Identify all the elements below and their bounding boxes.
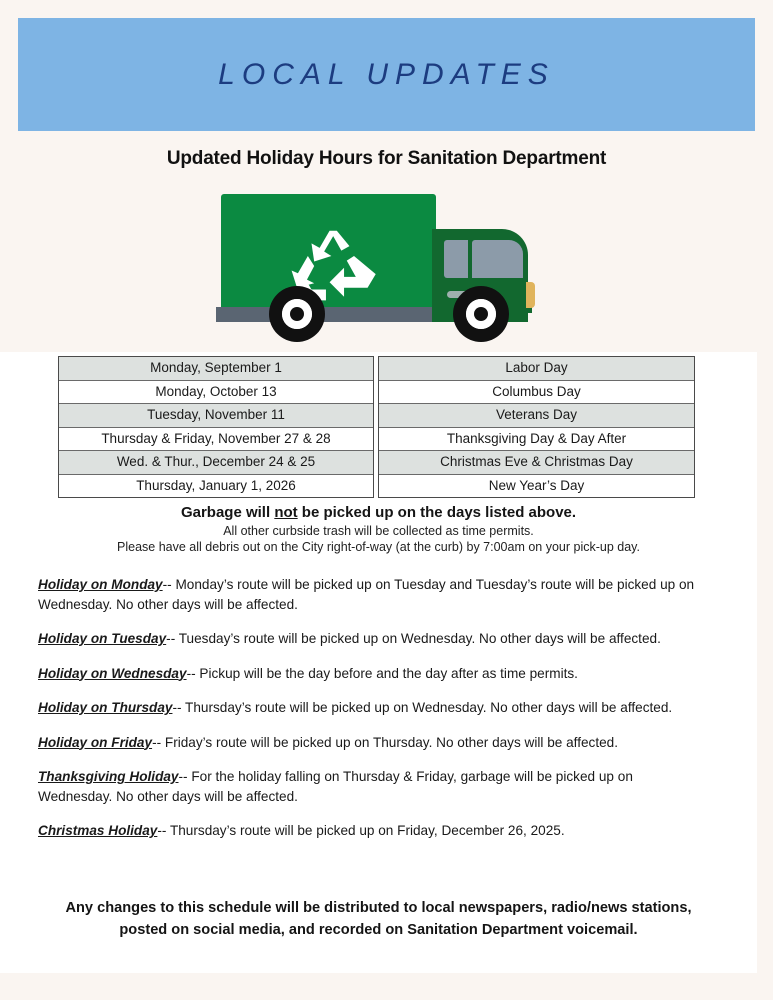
truck-window-front	[472, 240, 523, 278]
rule-lead: Holiday on Wednesday	[38, 665, 187, 681]
page-title: Updated Holiday Hours for Sanitation Department	[166, 148, 607, 169]
rule-holiday-on-friday	[38, 733, 698, 753]
table-row: Monday, September 1	[59, 357, 373, 381]
rule-lead: Holiday on Monday	[38, 577, 163, 592]
truck-wheel-hub	[474, 307, 488, 321]
rule-lead: Holiday on Thursday	[38, 700, 173, 715]
table-row: Monday, October 13	[59, 381, 373, 405]
table-row: Thanksgiving Day & Day After	[379, 428, 694, 452]
scanned-flyer-document	[0, 352, 757, 973]
rule-holiday-on-tuesday	[38, 629, 698, 649]
truck-wheel-hub	[290, 307, 304, 321]
rule-thanksgiving-holiday	[38, 767, 698, 806]
holiday-rules-list	[38, 575, 698, 856]
table-row: Veterans Day	[379, 404, 694, 428]
notice-line1-before: Garbage will	[180, 504, 275, 521]
holiday-schedule-table	[58, 356, 695, 498]
rule-holiday-on-monday	[38, 575, 698, 614]
rule-holiday-on-thursday	[38, 698, 698, 718]
notice-line1-after: be picked up on the days listed above.	[297, 504, 577, 521]
truck-wheel-front	[453, 286, 509, 342]
schedule-holiday-column	[378, 356, 695, 498]
truck-headlight	[526, 282, 535, 308]
garbage-truck-illustration	[213, 190, 543, 342]
rule-christmas-holiday	[38, 821, 698, 841]
truck-window-rear	[444, 240, 468, 278]
pickup-notice	[0, 504, 757, 554]
rule-text: -- Thursday’s route will be picked up on Wednesday. No other days will be affected.	[172, 700, 673, 715]
rule-lead: Holiday on Friday	[38, 734, 153, 750]
rule-lead: Holiday on Tuesday	[38, 631, 167, 646]
rule-lead: Thanksgiving Holiday	[38, 769, 179, 784]
notice-line-3: Please have all debris out on the City right-of-way (at the curb) by 7:00am on your pick-up day.	[117, 540, 640, 554]
table-row: Tuesday, November 11	[59, 404, 373, 428]
table-row: Christmas Eve & Christmas Day	[379, 451, 694, 475]
rule-text: -- Friday’s route will be picked up on Thursday. No other days will be affected.	[152, 734, 619, 750]
table-row: New Year’s Day	[379, 475, 694, 498]
schedule-date-column	[58, 356, 374, 498]
truck-wheel-rear	[269, 286, 325, 342]
banner-title: LOCAL UPDATES	[218, 57, 555, 91]
table-row: Columbus Day	[379, 381, 694, 405]
rule-text: -- Thursday’s route will be picked up on Friday, December 26, 2025.	[157, 823, 565, 838]
notice-emphasis-not: not	[274, 504, 298, 521]
notice-headline	[0, 504, 757, 521]
rule-text: -- Pickup will be the day before and the day after as time permits.	[186, 665, 578, 681]
schedule-change-notice: Any changes to this schedule will be distributed to local newspapers, radio/news stations, posted on social media, and recorded on Sanitation Department voicemail.	[65, 900, 692, 938]
rule-text: -- Monday’s route will be picked up on Tuesday and Tuesday’s route will be picked up on Wednesday. No other days will be affected.	[38, 577, 695, 612]
local-updates-banner	[18, 18, 755, 131]
table-row: Thursday & Friday, November 27 & 28	[59, 428, 373, 452]
rule-lead: Christmas Holiday	[38, 823, 158, 838]
rule-text: -- For the holiday falling on Thursday & Friday, garbage will be picked up on Wednesday. No other days will be affected.	[38, 769, 633, 804]
table-row: Thursday, January 1, 2026	[59, 475, 373, 498]
rule-holiday-on-wednesday	[38, 664, 698, 684]
table-row: Labor Day	[379, 357, 694, 381]
rule-text: -- Tuesday’s route will be picked up on Wednesday. No other days will be affected.	[166, 631, 661, 646]
notice-line-2: All other curbside trash will be collected as time permits.	[223, 524, 534, 538]
table-row: Wed. & Thur., December 24 & 25	[59, 451, 373, 475]
